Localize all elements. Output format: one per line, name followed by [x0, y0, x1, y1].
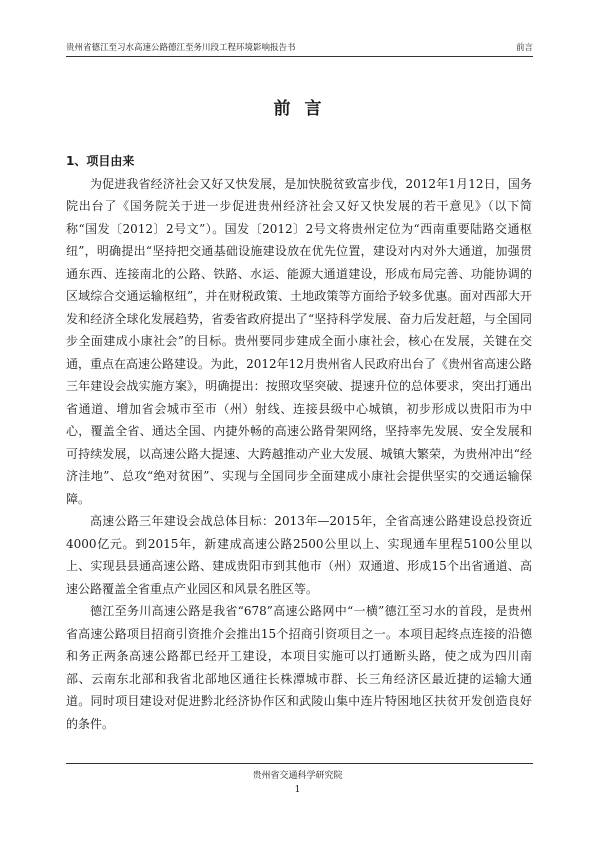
page-header: [66, 40, 533, 57]
header-document-title: 贵州省德江至习水高速公路德江至务川段工程环境影响报告书: [66, 43, 296, 53]
paragraph: 德江至务川高速公路是我省“678”高速公路网中“一横”德江至习水的首段，是贵州省高速公路项目招商引资推介会推出15个招商引资项目之一。本项目起终点连接的沿德和务正两条高速公路都已经开工建设，本项目实施可以打通断头路，使之成为四川南部、云南东北部和我省北部地区通往长株潭城市群、长三角经济区最近捷的运输大通道。同时项目建设对促进黔北经济协作区和武陵山集中连片特困地区扶贫开发创造良好的条件。: [66, 604, 532, 731]
paragraph: 为促进我省经济社会又好又快发展，是加快脱贫致富步伐，2012年1月12日，国务院出台了《国务院关于进一步促进贵州经济社会又好又快发展的若干意见》（以下简称“国发〔2012〕2号文”）。国发〔2012〕2号文将贵州定位为“西南重要陆路交通枢纽”，明确提出“坚持把交通基础设施建设放在优先位置，建设对内对外大通道，加强贯通东西、连接南北的公路、铁路、水运、能源大通道建设，形成布局完善、功能协调的区域综合交通运输枢纽”，并在财税政策、土地政策等方面给予较多优惠。面对西部大开发和经济全球化发展趋势，省委省政府提出了“坚持科学发展、奋力后发赶超，与全国同步全面建成小康社会”的目标。贵州要同步建成全面小康社会，核心在发展，关键在交通，重点在高速公路建设。为此，2012年12月贵州省人民政府出台了《贵州省高速公路三年建设会战实施方案》，明确提出：按照攻坚突破、提速升位的总体要求，突出打通出省通道、增加省会城市至市（州）射线、连接县级中心城镇，初步形成以贵阳市为中心，覆盖全省、通达全国、内捷外畅的高速公路骨架网络，坚持率先发展、安全发展和可持续发展，以高速公路大提速、大跨越推动产业大发展、城镇大繁荣，为贵州冲出“经济洼地”、总攻“绝对贫困”、实现与全国同步全面建成小康社会提供坚实的交通运输保障。: [66, 176, 532, 506]
footer-organization: 贵州省交通科学研究院: [252, 771, 343, 781]
header-section-name: 前言: [515, 43, 533, 53]
paragraph: 高速公路三年建设会战总体目标：2013年—2015年，全省高速公路建设总投资近4000亿元。到2015年，新建成高速公路2500公里以上、实现通车里程5100公里以上、实现县县通高速公路、建成贵阳市到其他市（州）双通道、形成15个出省通道、高速公路覆盖全省重点产业园区和风景名胜区等。: [66, 514, 532, 596]
document-body: [66, 150, 532, 735]
page-title: 前言: [273, 99, 336, 119]
footer-divider: [66, 763, 533, 764]
section-heading: 1、项目由来: [66, 154, 135, 168]
page-number: 1: [294, 785, 301, 795]
